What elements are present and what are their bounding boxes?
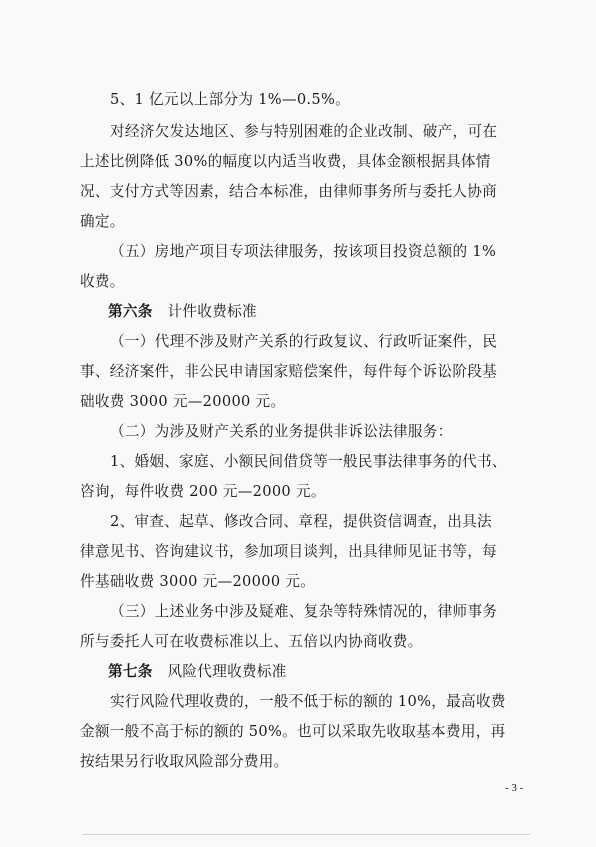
text-line: 对经济欠发达地区、参与特别困难的企业改制、破产，可在 [110,123,498,140]
article-number: 第六条 [108,303,153,320]
article-title: 计件收费标准 [167,303,257,320]
text-line: 事、经济案件，非公民申请国家赔偿案件，每件每个诉讼阶段基 [80,363,498,380]
text-line: （三）上述业务中涉及疑难、复杂等特殊情况的，律师事务 [110,603,498,620]
text-line: 律意见书、咨询建议书，参加项目谈判，出具律师见证书等，每 [80,543,498,560]
text-line: 况、支付方式等因素，结合本标准，由律师事务所与委托人协商 [80,183,498,200]
text-line: 实行风险代理收费的，一般不低于标的额的 10%，最高收费 [110,693,506,710]
text-line: 金额一般不高于标的额的 50%。也可以采取先收取基本费用，再 [80,723,506,740]
text-line: 件基础收费 3000 元—20000 元。 [80,573,316,590]
article-number: 第七条 [108,663,153,680]
text-line: 确定。 [80,213,125,230]
text-line: 础收费 3000 元—20000 元。 [80,393,286,410]
text-line: 2、审查、起草、修改合同、章程，提供资信调查，出具法 [110,513,492,530]
text-line: （二）为涉及财产关系的业务提供非诉讼法律服务： [110,423,453,440]
text-line: 所与委托人可在收费标准以上、五倍以内协商收费。 [80,633,423,650]
article-heading [108,662,287,682]
text-line: 咨询，每件收费 200 元—2000 元。 [80,483,326,500]
page-number: - 3 - [505,782,524,794]
text-line: 按结果另行收取风险部分费用。 [80,753,289,770]
article-title: 风险代理收费标准 [167,663,287,680]
text-line: 1、婚姻、家庭、小额民间借贷等一般民事法律事务的代书、 [110,453,507,470]
article-heading [108,302,257,322]
text-line: 收费。 [80,273,125,290]
bottom-divider [82,834,530,835]
text-line: 上述比例降低 30%的幅度以内适当收费，具体金额根据具体情 [80,153,491,170]
text-line: 5、1 亿元以上部分为 1%—0.5%。 [110,91,351,108]
text-line: （一）代理不涉及财产关系的行政复议、行政听证案件，民 [110,333,498,350]
text-line: （五）房地产项目专项法律服务，按该项目投资总额的 1% [110,243,497,260]
